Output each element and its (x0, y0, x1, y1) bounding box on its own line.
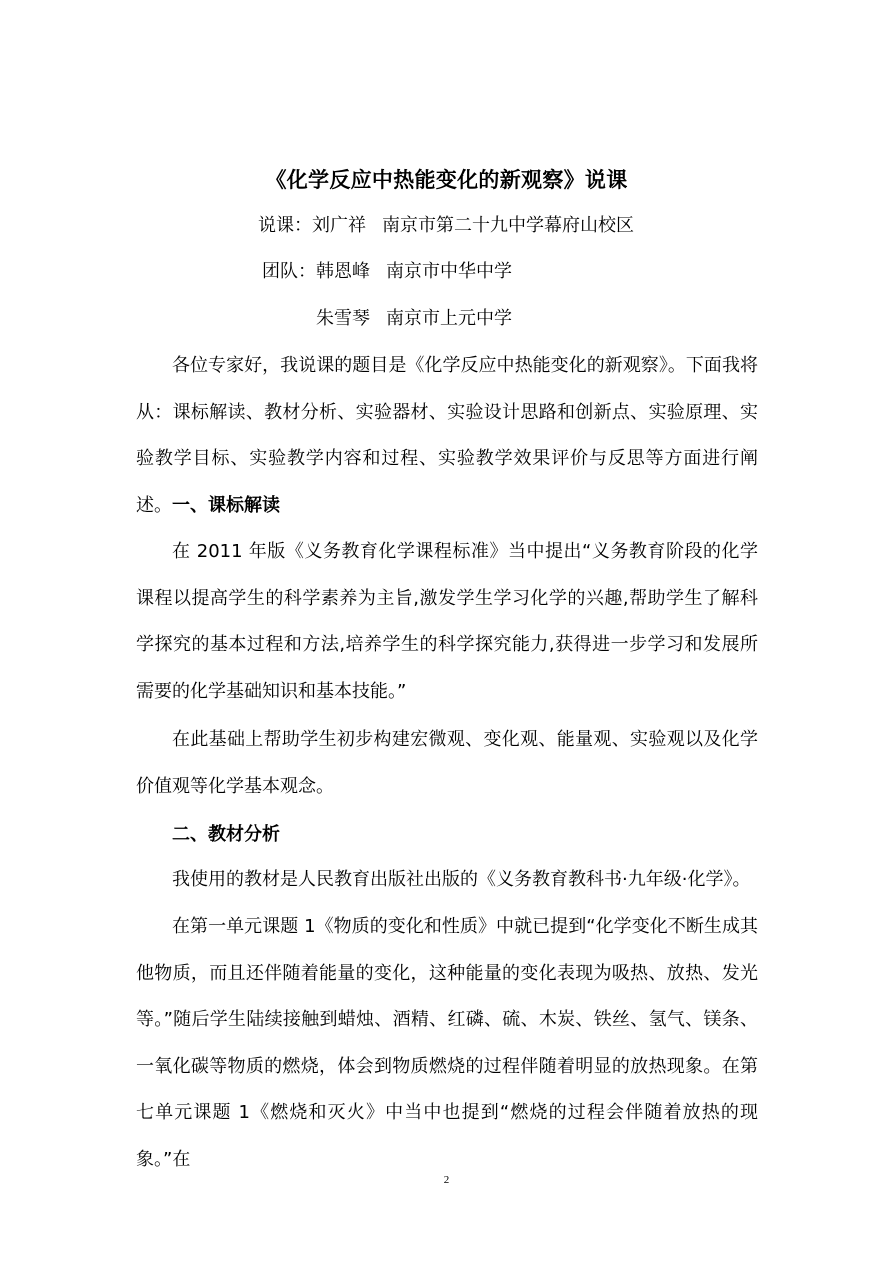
document-title: 《化学反应中热能变化的新观察》说课 (265, 168, 628, 192)
page-number: 2 (443, 1174, 450, 1186)
curriculum-paragraph-2: 在此基础上帮助学生初步构建宏微观、变化观、能量观、实验观以及化学价值观等化学基本观念。 (136, 729, 758, 797)
textbook-paragraph-2: 在第一单元课题 1《物质的变化和性质》中就已提到“化学变化不断生成其他物质，而且还伴随着能量的变化，这种能量的变化表现为吸热、放热、发光等。”随后学生陆续接触到蜡烛、酒精、红磷、硫、木炭、铁丝、氢气、镁条、一氧化碳等物质的燃烧，体会到物质燃烧的过程伴随着明显的放热现象。在第七单元课题 1《燃烧和灭火》中当中也提到“燃烧的过程会伴随着放热的现象。”在 (136, 916, 758, 1170)
section-heading-textbook: 二、教材分析 (172, 824, 280, 845)
team-member-school: 南京市上元中学 (386, 308, 512, 329)
intro-paragraph: 各位专家好，我说课的题目是《化学反应中热能变化的新观察》。下面我将从：课标解读、教材分析、实验器材、实验设计思路和创新点、实验原理、实验教学目标、实验教学内容和过程、实验教学效果评价与反思等方面进行阐述。 (136, 355, 758, 516)
team-line-1 (262, 257, 512, 287)
presenter-line (258, 211, 634, 241)
team-member-school: 南京市中华中学 (386, 261, 512, 282)
textbook-paragraph-1: 我使用的教材是人民教育出版社出版的《义务教育教科书·九年级·化学》。 (172, 869, 751, 890)
team-member-name: 团队：韩恩峰 (262, 261, 370, 282)
team-member-name: 朱雪琴 (316, 308, 370, 329)
team-line-2 (316, 304, 512, 334)
section-heading-curriculum: 一、课标解读 (172, 495, 280, 516)
presenter-name: 说课：刘广祥 (258, 215, 366, 236)
presenter-school: 南京市第二十九中学幕府山校区 (382, 215, 634, 236)
curriculum-paragraph-1: 在 2011 年版《义务教育化学课程标准》当中提出“义务教育阶段的化学课程以提高学生的科学素养为主旨,激发学生学习化学的兴趣,帮助学生了解科学探究的基本过程和方法,培养学生的科学探究能力,获得进一步学习和发展所需要的化学基础知识和基本技能。” (136, 541, 758, 702)
